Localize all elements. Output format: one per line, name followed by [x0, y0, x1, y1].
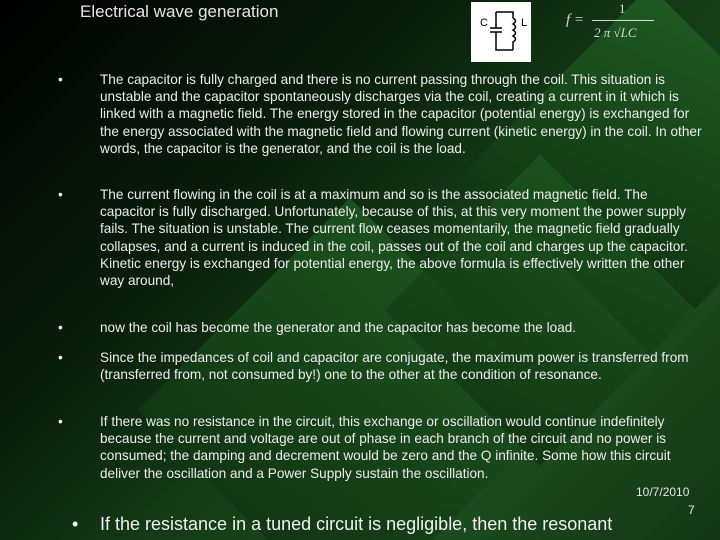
resonance-formula: [566, 0, 666, 50]
lc-circuit-diagram: [471, 2, 531, 62]
list-item-text: If there was no resistance in the circuit, this exchange or oscillation would continue indefinitely because the current and voltage are out of phase in each branch of the circuit and no power is consumed; the damping and decrement would be zero and the Q infinite. Some how this circuit deliver the oscillation and a Power Supply sustain the oscillation.: [100, 414, 671, 481]
fraction-bar: [592, 20, 654, 21]
bullet-marker: •: [58, 72, 63, 87]
capacitor-label: C: [480, 17, 488, 29]
list-item-text: Since the impedances of coil and capacitor are conjugate, the maximum power is transferred from (transferred from, not consumed by!) one to the other at the condition of resonance.: [100, 350, 689, 383]
bullet-marker: •: [58, 187, 63, 202]
list-item-text: The capacitor is fully charged and there is no current passing through the coil. This situation is unstable and the capacitor spontaneously discharges via the coil, creating a current in it which is linked with a magnetic field. The energy stored in the capacitor (potential energy) is exchanged for the energy associated with the magnetic field and flowing current (kinetic energy) in the coil. In other words, the capacitor is the generator, and the coil is the load.: [100, 72, 702, 156]
formula-numerator: 1: [619, 1, 626, 16]
page-number: 7: [688, 503, 695, 517]
inductor-label: L: [521, 17, 528, 29]
bullet-marker: •: [58, 320, 63, 335]
footer-list-item-text: If the resistance in a tuned circuit is negligible, then the resonant: [100, 514, 613, 534]
bullet-marker: •: [58, 414, 63, 429]
list-item-text: now the coil has become the generator and the capacitor has become the load.: [100, 320, 577, 335]
list-item-text: The current flowing in the coil is at a maximum and so is the associated magnetic field. The capacitor is fully discharged. Unfortunately, because of this, at this very moment the power supply fails. The situation is unstable. The current flow ceases momentarily, the magnetic field gradually collapses, and a current is induced in the coil, passes out of the coil and charges up the capacitor. Kinetic energy is exchanged for potential energy, the above formula is effectively written the other way around,: [100, 187, 688, 289]
formula-lhs: f =: [566, 12, 585, 28]
bullet-marker: •: [72, 514, 79, 534]
bullet-marker: •: [58, 350, 63, 365]
slide-title: Electrical wave generation: [80, 2, 279, 21]
formula-denominator: 2 π √LC: [594, 25, 637, 40]
slide-date: 10/7/2010: [636, 485, 690, 499]
